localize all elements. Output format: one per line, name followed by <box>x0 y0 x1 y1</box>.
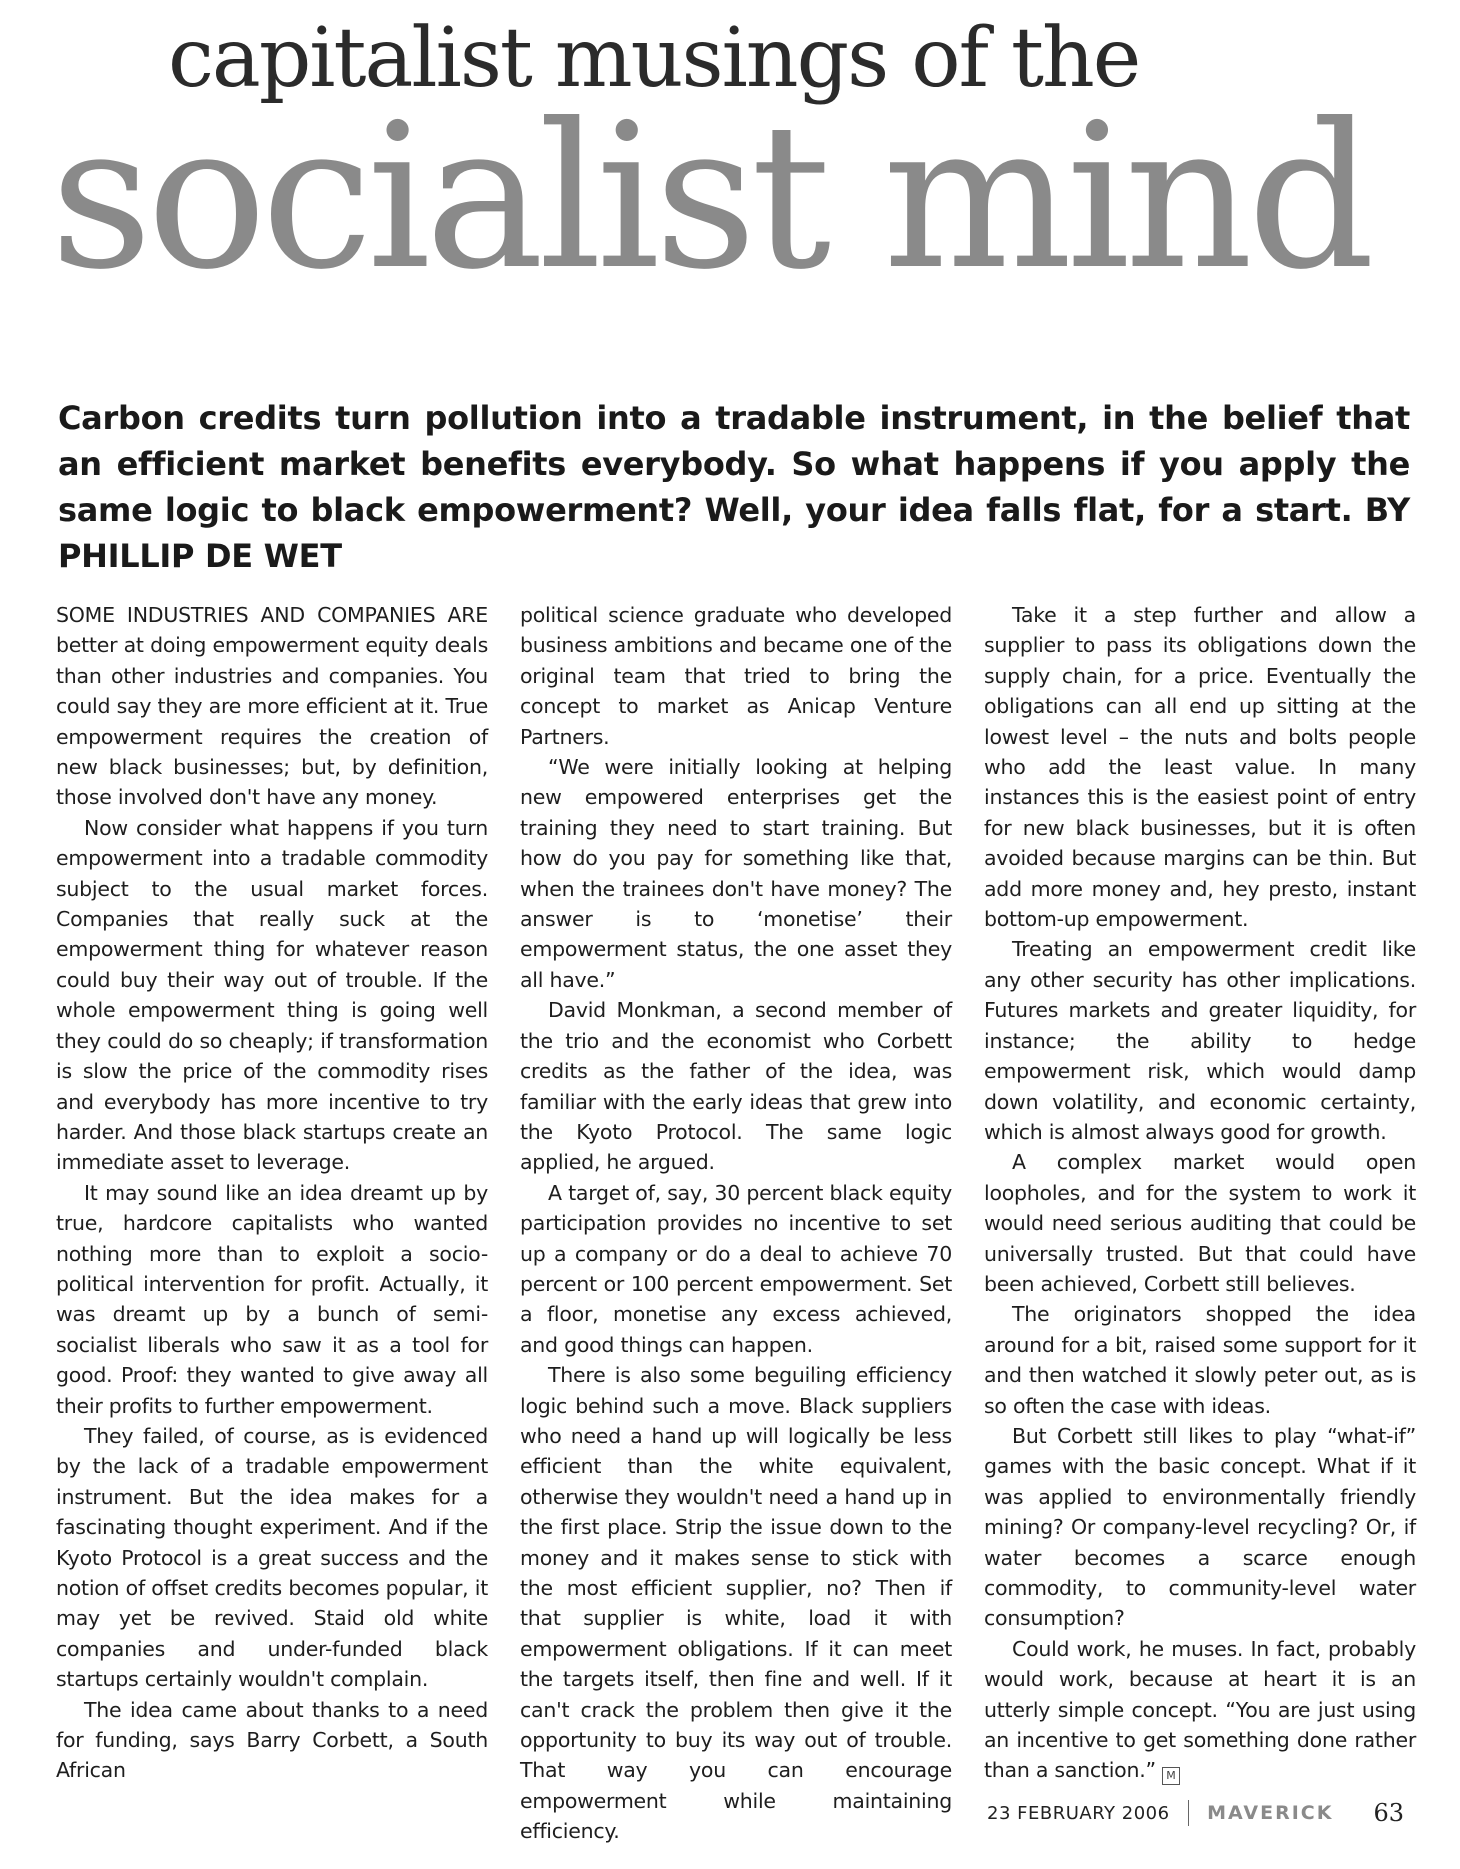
paragraph: But Corbett still likes to play “what-if” games with the basic concept. What if it was applied to environmentally friendly mining? Or company-level recycling? Or, if water becomes a scarce enough commodity, to community-level water consumption? <box>984 1423 1416 1631</box>
footer-divider <box>1188 1800 1190 1826</box>
paragraph: It may sound like an idea dreamt up by true, hardcore capitalists who wanted nothing more than to exploit a socio-political intervention for profit. Actually, it was dreamt up by a bunch of semi-socialist liberals who saw it as a tool for good. Proof: they wanted to give away all their profits to further empowerment. <box>56 1180 488 1418</box>
headline-main: socialist mind <box>50 81 1370 314</box>
paragraph: Now consider what happens if you turn empowerment into a tradable commodity subject to the usual market forces. Companies that really suck at the empowerment thing for whatever reason could buy their way out of trouble. If the whole empowerment thing is going well they could do so cheaply; if transformation is slow the price of the commodity rises and everybody has more incentive to try harder. And those black startups create an immediate asset to leverage. <box>56 815 488 1175</box>
paragraph: Take it a step further and allow a supplier to pass its obligations down the supply chain, for a price. Eventually the obligations can all end up sitting at the lowest level – the nuts and bolts people who add the least value. In many instances this is the easiest point of entry for new black businesses, but it is often avoided because margins can be thin. But add more money and, hey presto, instant bottom-up empowerment. <box>984 603 1416 932</box>
page-footer <box>987 1793 1404 1833</box>
end-mark-icon: M <box>1162 1767 1180 1785</box>
final-paragraph-text: Could work, he muses. In fact, probably would work, because at heart it is an utterly simple concept. “You are just using an incentive to get something done rather than a sanction.” <box>984 1636 1416 1783</box>
paragraph: The idea came about thanks to a need for funding, says Barry Corbett, a South African <box>56 1697 488 1783</box>
paragraph: “We were initially looking at helping new empowered enterprises get the training they need to start training. But how do you pay for something like that, when the trainees don't have money? The answer is to ‘monetise’ their empowerment status, the one asset they all have.” <box>520 755 952 992</box>
paragraph: They failed, of course, as is evidenced by the lack of a tradable empowerment instrument. But the idea makes for a fascinating thought experiment. And if the Kyoto Protocol is a great success and the notion of offset credits becomes popular, it may yet be revived. Staid old white companies and under-funded black startups certainly wouldn't complain. <box>56 1423 488 1692</box>
footer-date: 23 FEBRUARY 2006 <box>987 1802 1170 1824</box>
footer-magazine: MAVERICK <box>1207 1802 1334 1824</box>
paragraph: The originators shopped the idea around for a bit, raised some support for it and then watched it slowly peter out, as is so often the case with ideas. <box>984 1302 1416 1418</box>
paragraph: A complex market would open loopholes, and for the system to work it would need serious auditing that could be universally trusted. But that could have been achieved, Corbett still believes. <box>984 1150 1416 1296</box>
headline-top: capitalist musings of the <box>168 11 1140 106</box>
column-2 <box>520 600 952 1844</box>
paragraph: Treating an empowerment credit like any other security has other implications. Futures markets and greater liquidity, for instance; the ability to hedge empowerment risk, which would damp down volatility, and economic certainty, which is almost always good for growth. <box>984 937 1416 1144</box>
column-3 <box>984 600 1416 1783</box>
page-number: 63 <box>1373 1799 1404 1827</box>
column-1 <box>56 600 488 1783</box>
paragraph: SOME INDUSTRIES AND COMPANIES ARE better at doing empowerment equity deals than other industries and companies. You could say they are more efficient at it. True empowerment requires the creation of new black businesses; but, by definition, those involved don't have any money. <box>56 603 488 810</box>
paragraph: David Monkman, a second member of the trio and the economist who Corbett credits as the father of the idea, was familiar with the early ideas that grew into the Kyoto Protocol. The same logic applied, he argued. <box>520 998 952 1175</box>
paragraph: political science graduate who developed business ambitions and became one of the original team that tried to bring the concept to market as Anicap Venture Partners. <box>520 603 952 749</box>
standfirst: Carbon credits turn pollution into a tradable instrument, in the belief that an efficient market benefits everybody. So what happens if you apply the same logic to black empowerment? Well, your idea falls flat, for a start. BY PHILLIP DE WET <box>58 399 1410 575</box>
paragraph: A target of, say, 30 percent black equity participation provides no incentive to set up a company or do a deal to achieve 70 percent or 100 percent empowerment. Set a floor, monetise any excess achieved, and good things can happen. <box>520 1180 952 1357</box>
paragraph <box>984 1634 1416 1786</box>
paragraph: There is also some beguiling efficiency logic behind such a move. Black suppliers who need a hand up will logically be less efficient than the white equivalent, otherwise they wouldn't need a hand up in the first place. Strip the issue down to the money and it makes sense to stick with the most efficient supplier, no? Then if that supplier is white, load it with empowerment obligations. If it can meet the targets itself, then fine and well. If it can't crack the problem then give it the opportunity to buy its way out of trouble. That way you can encourage empowerment while maintaining efficiency. <box>520 1363 952 1844</box>
